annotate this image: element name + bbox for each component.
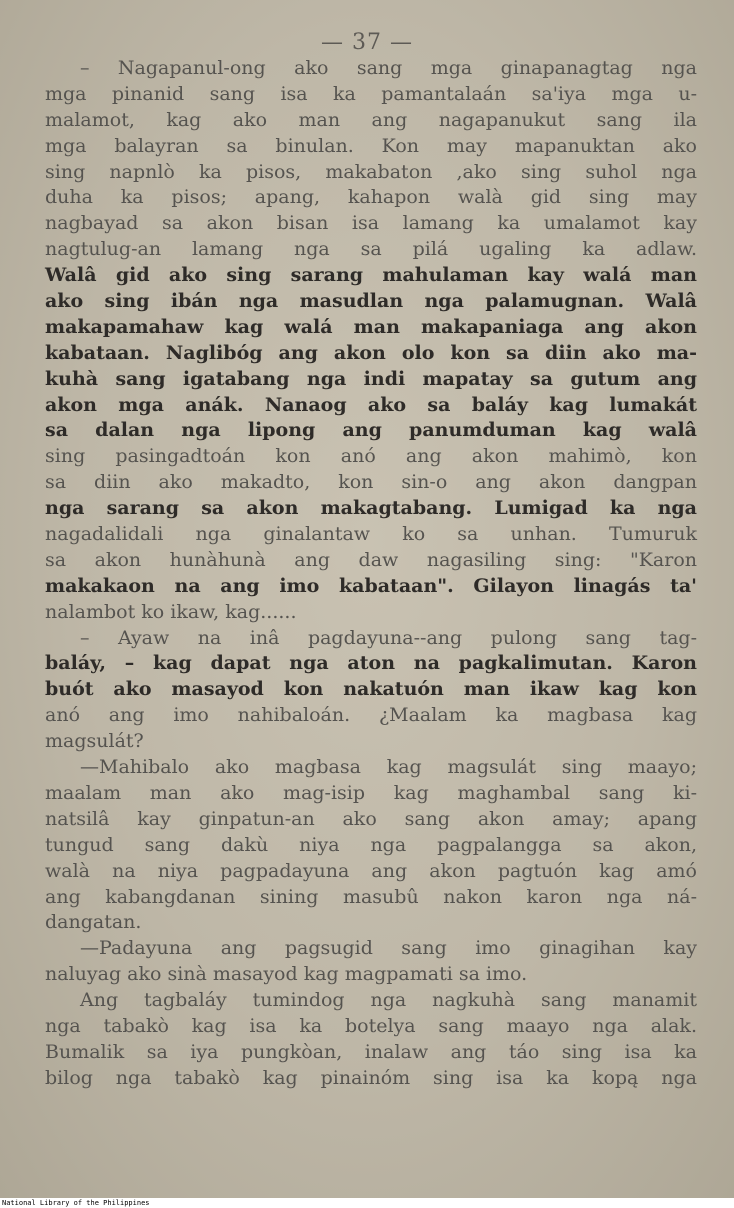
text-line: makakaon na ang imo kabataan". Gilayon linagás ta' <box>45 574 697 597</box>
text-line: duha ka pisos; apang, kahapon walà gid sing may <box>45 186 697 209</box>
text-line: kuhà sang igatabang nga indi mapatay sa gutum ang <box>45 367 697 390</box>
text-line: Bumalik sa iya pungkòan, inalaw ang táo sing isa ka <box>45 1040 697 1063</box>
text-line: nagbayad sa akon bisan isa lamang ka umalamot kay <box>45 212 697 235</box>
text-line: ang kabangdanan sining masubû nakon karon nga ná- <box>45 885 697 908</box>
text-line: bilog nga tabakò kag pinainóm sing isa ka kopą nga <box>45 1066 697 1089</box>
text-line: sa akon hunàhunà ang daw nagasiling sing: "Karon <box>45 548 697 571</box>
text-line: mga pinanid sang isa ka pamantalaán sa'iya mga u- <box>45 82 697 105</box>
page-number: — 37 — <box>321 30 413 55</box>
text-line: sing pasingadtoán kon anó ang akon mahimò, kon <box>45 445 697 468</box>
text-line: naluyag ako sinà masayod kag magpamati sa imo. <box>45 963 528 986</box>
library-footer: National Library of the Philippines <box>2 1199 150 1207</box>
text-line: makapamahaw kag walá man makapaniaga ang akon <box>45 315 697 338</box>
text-line: malamot, kag ako man ang nagapanukut sang ila <box>45 108 697 131</box>
text-line: —Mahibalo ako magbasa kag magsulát sing maayo; <box>80 756 697 779</box>
text-line: nagtulug-an lamang nga sa pilá ugaling ka adlaw. <box>45 238 697 261</box>
text-line: Walâ gid ako sing sarang mahulaman kay walá man <box>45 264 697 287</box>
text-line: sing napnlò ka pisos, makabaton ,ako sing suhol nga <box>45 160 697 183</box>
text-line: nga tabakò kag isa ka botelya sang maayo nga alak. <box>45 1014 697 1037</box>
text-line: dangatan. <box>45 911 142 934</box>
text-line: natsilâ kay ginpatun-an ako sang akon amay; apang <box>45 807 697 830</box>
text-line: maalam man ako mag-isip kag maghambal sang ki- <box>45 781 697 804</box>
text-line: Ang tagbaláy tumindog nga nagkuhà sang manamit <box>80 989 697 1012</box>
text-line: buót ako masayod kon nakatuón man ikaw kag kon <box>45 678 697 701</box>
text-line: anó ang imo nahibaloán. ¿Maalam ka magbasa kag <box>45 704 697 727</box>
text-line: kabataan. Naglibóg ang akon olo kon sa diin ako ma- <box>45 341 697 364</box>
text-line: magsulát? <box>45 730 144 753</box>
text-line: – Nagapanul-ong ako sang mga ginapanagtag nga <box>80 57 697 79</box>
body-text <box>45 56 697 1092</box>
text-line: tungud sang dakù niya nga pagpalangga sa akon, <box>45 833 697 856</box>
text-line: walà na niya pagpadayuna ang akon pagtuón kag amó <box>45 859 697 882</box>
text-line: – Ayaw na inâ pagdayuna--ang pulong sang tag- <box>80 626 697 649</box>
text-line: sa dalan nga lipong ang panumduman kag walâ <box>45 419 697 442</box>
text-line: mga balayran sa binulan. Kon may mapanuktan ako <box>45 134 697 157</box>
text-line: baláy, – kag dapat nga aton na pagkalimutan. Karon <box>45 652 697 675</box>
text-line: nalambot ko ikaw, kag...... <box>45 600 297 623</box>
text-line: nagadalidali nga ginalantaw ko sa unhan. Tumuruk <box>45 523 697 546</box>
text-line: nga sarang sa akon makagtabang. Lumigad ka nga <box>45 497 697 520</box>
text-line: —Padayuna ang pagsugid sang imo ginagihan kay <box>80 937 697 960</box>
text-line: ako sing ibán nga masudlan nga palamugnan. Walâ <box>45 290 697 313</box>
text-line: akon mga anák. Nanaog ako sa baláy kag lumakát <box>45 393 697 416</box>
text-line: sa diin ako makadto, kon sin-o ang akon dangpan <box>45 471 697 494</box>
